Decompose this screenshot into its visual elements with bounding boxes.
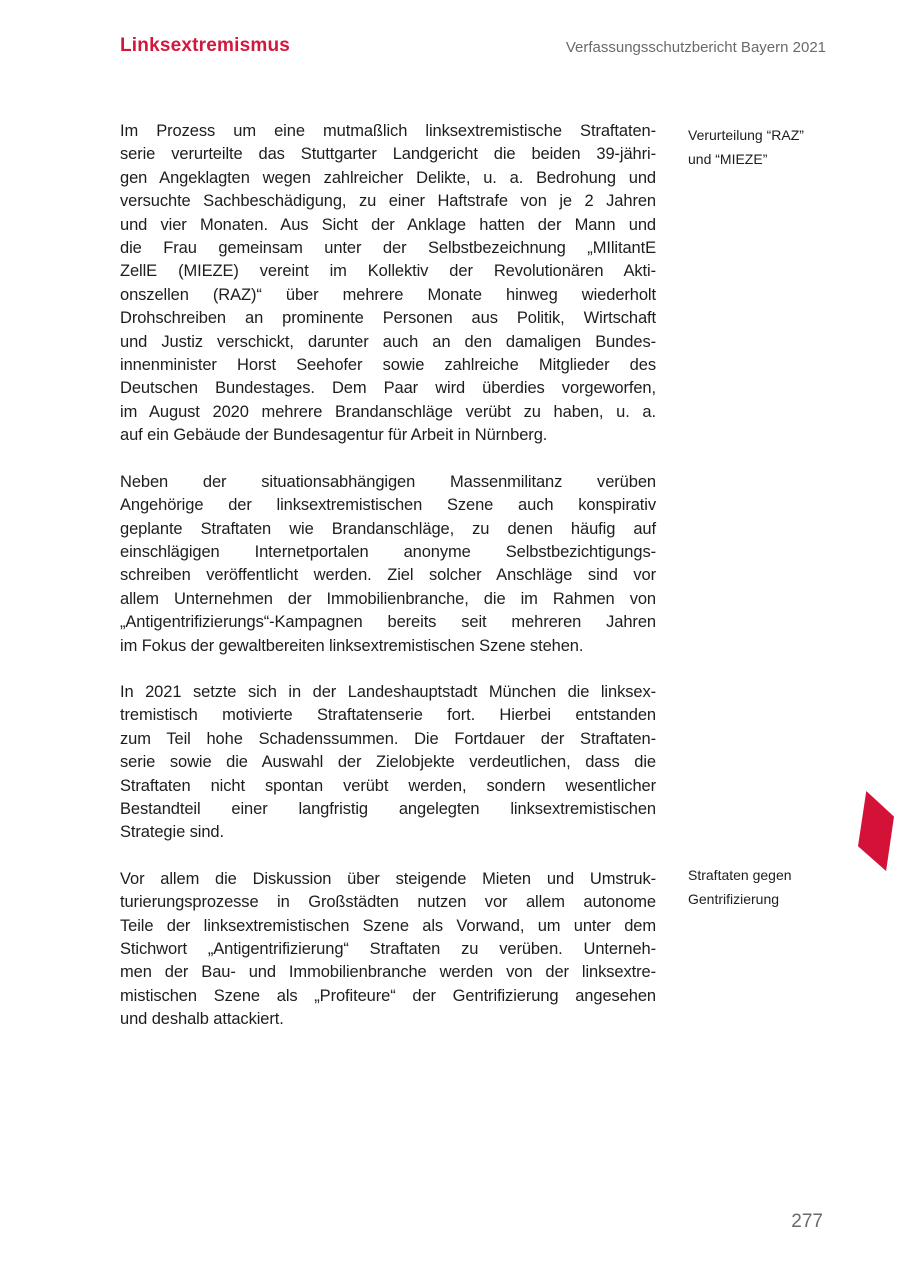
text-line: gen Angeklagten wegen zahlreicher Delikte, u. a. Bedrohung und xyxy=(120,168,656,187)
text-line: „Antigentrifizierungs“-Kampagnen bereits seit mehreren Jahren xyxy=(120,613,656,632)
text-line: mistischen Szene als „Profiteure“ der Gentrifizierung angesehen xyxy=(120,986,656,1005)
section-marker-parallelogram-icon xyxy=(858,791,894,871)
paragraph xyxy=(120,868,656,1032)
text-line: serie sowie die Auswahl der Zielobjekte verdeutlichen, dass die xyxy=(120,753,656,772)
text-line: Stichwort „Antigentrifizierung“ Straftaten zu verüben. Unterneh- xyxy=(120,940,656,958)
text-line: Strategie sind. xyxy=(120,823,224,842)
text-line: Vor allem die Diskussion über steigende Mieten und Umstruk- xyxy=(120,869,656,888)
text-line: Deutschen Bundestages. Dem Paar wird überdies vorgeworfen, xyxy=(120,379,656,398)
margin-note-line: Gentrifizierung xyxy=(688,891,780,907)
text-line: men der Bau- und Immobilienbranche werden von der linksextre- xyxy=(120,963,656,982)
section-title: Linksextremismus xyxy=(120,35,291,56)
text-line: geplante Straftaten wie Brandanschläge, zu denen häufig auf xyxy=(120,519,656,538)
text-line: und deshalb attackiert. xyxy=(120,1010,284,1029)
margin-note-line: Verurteilung “RAZ” xyxy=(688,127,804,143)
margin-note-line: Straftaten gegen xyxy=(688,867,792,883)
text-line: Teile der linksextremistischen Szene als Vorwand, um unter dem xyxy=(120,916,656,935)
paragraph xyxy=(120,120,656,448)
text-line: einschlägigen Internetportalen anonyme Selbstbezichtigungs- xyxy=(120,542,656,561)
text-line: auf ein Gebäude der Bundesagentur für Arbeit in Nürnberg. xyxy=(120,426,548,445)
text-line: serie verurteilte das Stuttgarter Landgericht die beiden 39-jähri- xyxy=(120,145,656,164)
text-line: turierungsprozesse in Großstädten nutzen vor allem autonome xyxy=(120,893,656,912)
text-line: Bestandteil einer langfristig angelegten linksextremistischen xyxy=(120,799,656,818)
text-line: und Justiz verschickt, darunter auch an den damaligen Bundes- xyxy=(120,332,656,351)
text-line: schreiben veröffentlicht werden. Ziel solcher Anschläge sind vor xyxy=(120,566,656,585)
page-number: 277 xyxy=(791,1211,823,1232)
margin-note-verurteilung-raz-mieze xyxy=(688,123,838,171)
text-line: Angehörige der linksextremistischen Szene auch konspirativ xyxy=(120,496,656,515)
text-line: Im Prozess um eine mutmaßlich linksextremistische Straftaten- xyxy=(120,122,656,140)
text-line: ZellE (MIEZE) vereint im Kollektiv der Revolutionären Akti- xyxy=(120,262,656,281)
text-line: In 2021 setzte sich in der Landeshauptstadt München die linksex- xyxy=(120,682,656,701)
text-line: onszellen (RAZ)“ über mehrere Monate hinweg wiederholt xyxy=(120,285,656,304)
text-line: tremistisch motivierte Straftatenserie fort. Hierbei entstanden xyxy=(120,706,656,725)
text-line: Drohschreiben an prominente Personen aus Politik, Wirtschaft xyxy=(120,309,656,328)
text-line: und vier Monaten. Aus Sicht der Anklage hatten der Mann und xyxy=(120,215,656,234)
text-line: Neben der situationsabhängigen Massenmilitanz verüben xyxy=(120,472,656,491)
text-line: im Fokus der gewaltbereiten linksextremistischen Szene stehen. xyxy=(120,636,584,655)
text-line: versuchte Sachbeschädigung, zu einer Haftstrafe von je 2 Jahren xyxy=(120,192,656,211)
report-title: Verfassungsschutzbericht Bayern 2021 xyxy=(565,39,826,56)
margin-note-line: und “MIEZE” xyxy=(688,151,768,167)
paragraph xyxy=(120,681,656,845)
text-line: zum Teil hohe Schadenssummen. Die Fortdauer der Straftaten- xyxy=(120,729,656,748)
text-line: Straftaten nicht spontan verübt werden, sondern wesentlicher xyxy=(120,776,656,795)
text-line: die Frau gemeinsam unter der Selbstbezeichnung „MIlitantE xyxy=(120,239,656,258)
text-line: innenminister Horst Seehofer sowie zahlreiche Mitglieder des xyxy=(120,356,656,375)
margin-note-straftaten-gentrifizierung xyxy=(688,863,838,911)
text-line: allem Unternehmen der Immobilienbranche, die im Rahmen von xyxy=(120,589,656,608)
body-text-column xyxy=(120,120,656,1055)
text-line: im August 2020 mehrere Brandanschläge verübt zu haben, u. a. xyxy=(120,402,656,421)
paragraph xyxy=(120,471,656,658)
